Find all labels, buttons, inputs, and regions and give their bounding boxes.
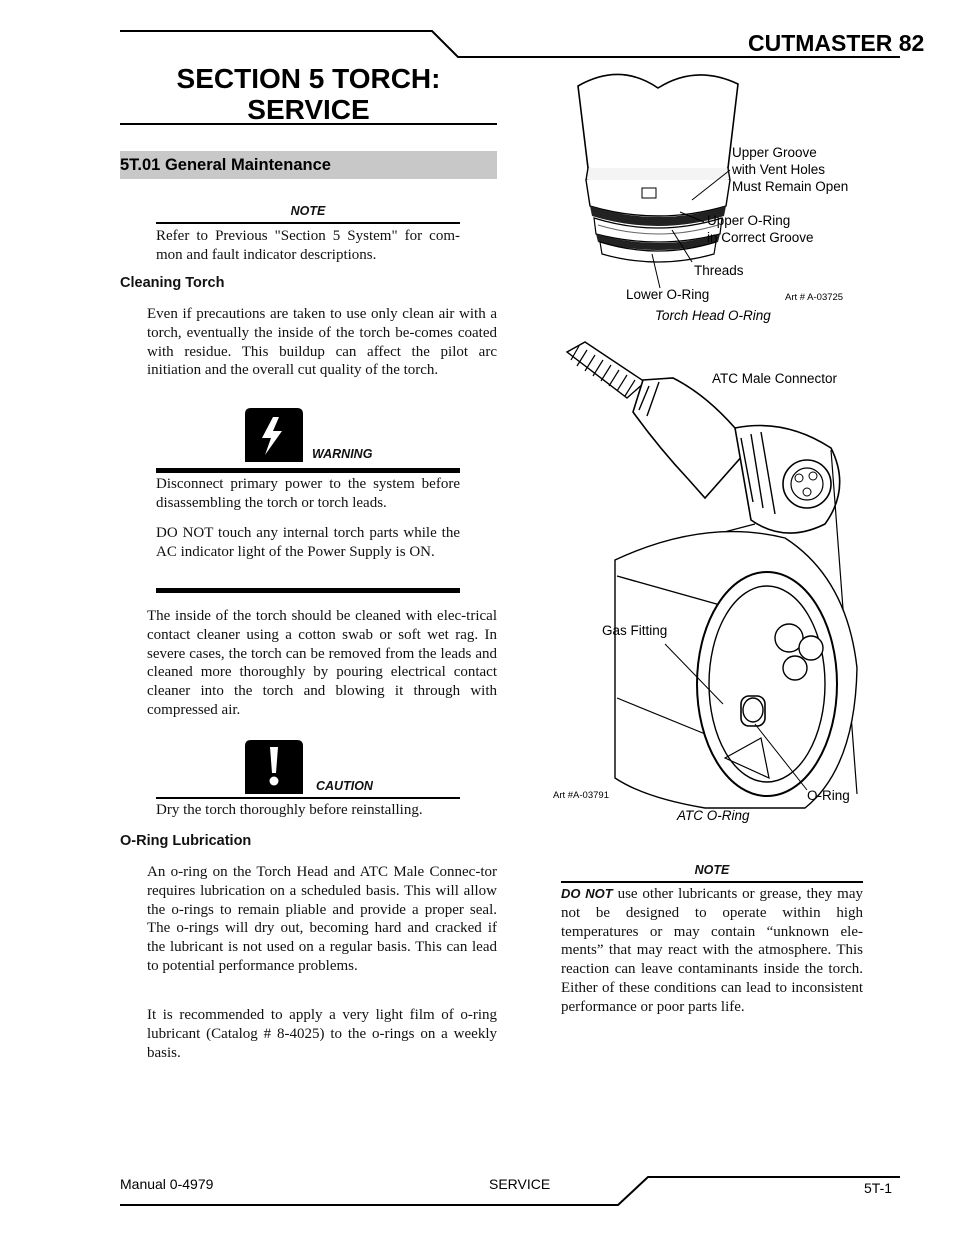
caution-text: Dry the torch thoroughly before reinstalling. (156, 802, 423, 818)
figure2-caption: ATC O-Ring (677, 808, 750, 823)
note2-rule (561, 881, 863, 883)
figure1-caption: Torch Head O-Ring (655, 308, 771, 323)
note2-body: use other lubricants or grease, they may not be designed to operate within high temperatures or may contain “unknown ele-ments” that may react with the atmosphere. This reaction can leave contaminants inside the torch. Either of these conditions can lead to inconsistent performance or poor parts life. (561, 886, 863, 1015)
atc-connector-illustration (555, 338, 865, 818)
label-lower-oring: Lower O-Ring (626, 287, 710, 302)
section-title-line2: SERVICE (247, 94, 370, 125)
footer-page-number: 5T-1 (864, 1180, 893, 1196)
note2-text (561, 885, 863, 1017)
cleaning-paragraph-1: Even if precautions are taken to use only clean air with a torch, eventually the inside of the torch be-comes coated with residue. This buildup can affect the pilot arc initiation and the overall cut quality of the torch. (147, 306, 497, 379)
note2-label: NOTE (694, 863, 730, 877)
oring-paragraph-1: An o-ring on the Torch Head and ATC Male Connec-tor requires lubrication on a scheduled basis. This will allow the o-rings to remain pliable and provide a proper seal. The o-rings will dry out, becoming hard and cracked if the lubricant is not used on a regular basis. This can lead to potential performance problems. (147, 864, 497, 974)
note-label: NOTE (290, 204, 326, 218)
oring-heading: O-Ring Lubrication (120, 833, 252, 849)
note2-lead: DO NOT (561, 886, 613, 901)
label-oring: O-Ring (807, 788, 850, 803)
oring-paragraph-2: It is recommended to apply a very light film of o-ring lubricant (Catalog # 8-4025) to the o-rings on a weekly basis. (147, 1007, 497, 1061)
footer-section: SERVICE (489, 1176, 551, 1192)
label-atc-male-connector: ATC Male Connector (712, 371, 838, 386)
cleaning-heading: Cleaning Torch (120, 275, 225, 291)
subsection-title: 5T.01 General Maintenance (120, 156, 331, 174)
warning-rule-top (156, 468, 460, 473)
warning-text-2: DO NOT touch any internal torch parts while the AC indicator light of the Power Supply is ON. (156, 525, 460, 560)
warning-electrical-icon (245, 408, 303, 462)
warning-label: WARNING (312, 447, 373, 461)
label-upper-oring: Upper O-Ring in Correct Groove (707, 213, 814, 245)
subsection-bar (120, 151, 497, 179)
section-title (120, 63, 497, 125)
caution-icon (245, 740, 303, 794)
brand-title: CUTMASTER 82 (748, 30, 925, 56)
caution-rule (156, 797, 460, 799)
warning-text-1: Disconnect primary power to the system before disassembling the torch or torch leads. (156, 476, 460, 511)
label-threads: Threads (694, 263, 744, 278)
art-number-2: Art #A-03791 (553, 790, 609, 801)
section-title-line1: SECTION 5 TORCH: (176, 63, 441, 94)
cleaning-paragraph-2: The inside of the torch should be cleaned with elec-trical contact cleaner using a cotton swab or soft wet rag. In severe cases, the torch can be removed from the leads and cleaned more thoroughly by pouring electrical contact cleaner into the torch and blowing it through with compressed air. (147, 608, 497, 718)
caution-label: CAUTION (316, 779, 373, 793)
title-rule (120, 123, 497, 125)
note-text: Refer to Previous "Section 5 System" for com-mon and fault indicator descriptions. (156, 228, 460, 263)
label-gas-fitting: Gas Fitting (602, 623, 668, 638)
art-number-1: Art # A-03725 (785, 292, 844, 303)
warning-rule-bottom (156, 588, 460, 593)
label-upper-groove: Upper Groove with Vent Holes Must Remain Open (732, 145, 849, 194)
note-rule (156, 222, 460, 224)
footer-manual-number: Manual 0-4979 (120, 1176, 214, 1192)
